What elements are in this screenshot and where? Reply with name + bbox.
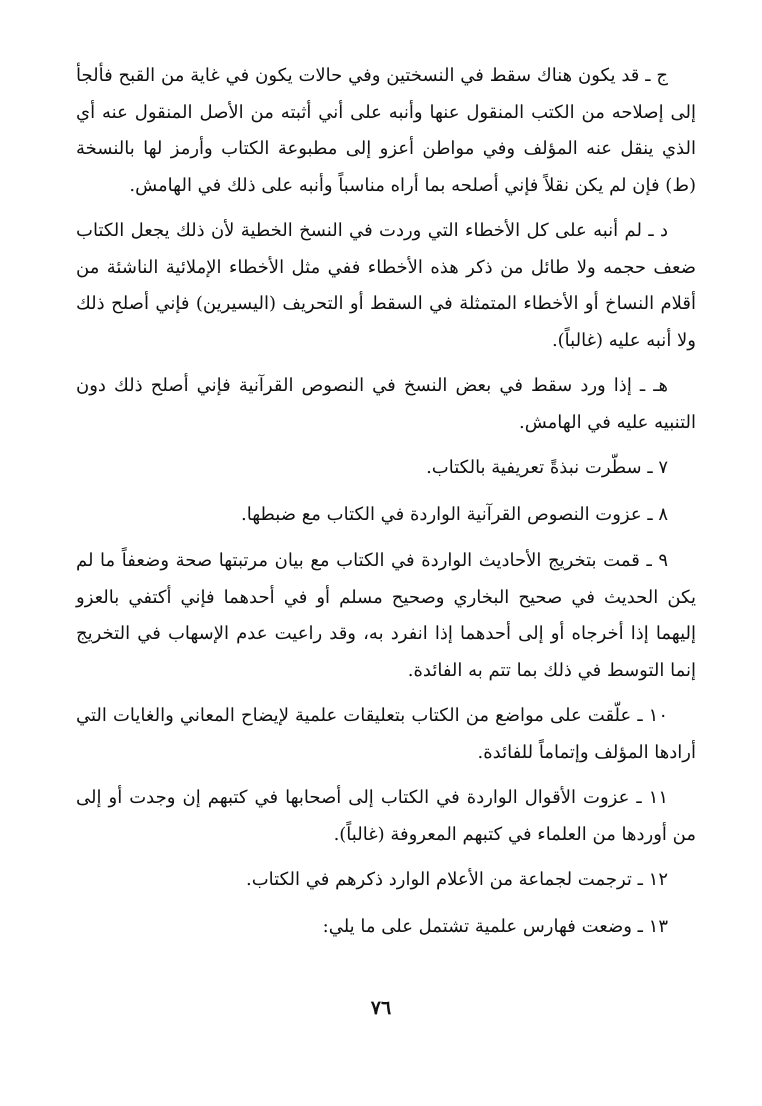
paragraph-item-13: ١٣ ـ وضعت فهارس علمية تشتمل على ما يلي: [322,915,668,937]
paragraph-item-9: ٩ ـ قمت بتخريج الأحاديث الواردة في الكتاب مع بيان مرتبتها صحة وضعفاً ما لم يكن الحديث في صحيح البخاري وصحيح مسلم أو في أحدهما فإني أكتفي بالعزو إليهما إذا أخرجاه أو إلى أحدهما إذا انفرد به، وقد راعيت عدم الإسهاب في التخريج إنما التوسط في ذلك بما تتم به الفائدة. [76,550,696,681]
paragraph-item-7: ٧ ـ سطّرت نبذةً تعريفية بالكتاب. [426,457,668,478]
paragraph-item-11: ١١ ـ عزوت الأقوال الواردة في الكتاب إلى أصحابها في كتبهم إن وجدت أو إلى من أوردها من العلماء في كتبهم المعروفة (غالباً). [76,787,696,845]
page-body [76,58,696,955]
paragraph-item-10: ١٠ ـ علّقت على مواضع من الكتاب بتعليقات علمية لإيضاح المعاني والغايات التي أرادها المؤلف وإتماماً للفائدة. [76,705,696,763]
paragraph-item-8: ٨ ـ عزوت النصوص القرآنية الواردة في الكتاب مع ضبطها. [241,503,668,525]
paragraph-item-ha: هـ ـ إذا ورد سقط في بعض النسخ في النصوص القرآنية فإني أصلح ذلك دون التنبيه عليه في الهامش. [76,375,696,433]
page-number: ٧٦ [370,997,392,1019]
paragraph-item-dal: د ـ لم أنبه على كل الأخطاء التي وردت في النسخ الخطية لأن ذلك يجعل الكتاب ضعف حجمه ولا طائل من ذكر هذه الأخطاء ففي مثل الأخطاء الإملائية الناشئة من أقلام النساخ أو الأخطاء المتمثلة في السقط أو التحريف (اليسيرين) فإني أصلح ذلك ولا أنبه عليه (غالباً). [76,220,696,351]
paragraph-item-jim: ج ـ قد يكون هناك سقط في النسختين وفي حالات يكون في غاية من القبح فألجأ إلى إصلاحه من الكتب المنقول عنها وأنبه على أني أثبته من الأصل المنقول عنه أي الذي ينقل عنه المؤلف وفي مواطن أعزو إلى مطبوعة الكتاب وأرمز لها بالنسخة (ط) فإن لم يكن نقلاً فإني أصلحه بما أراه مناسباً وأنبه على ذلك في الهامش. [76,65,696,196]
paragraph-item-12: ١٢ ـ ترجمت لجماعة من الأعلام الوارد ذكرهم في الكتاب. [246,869,668,890]
